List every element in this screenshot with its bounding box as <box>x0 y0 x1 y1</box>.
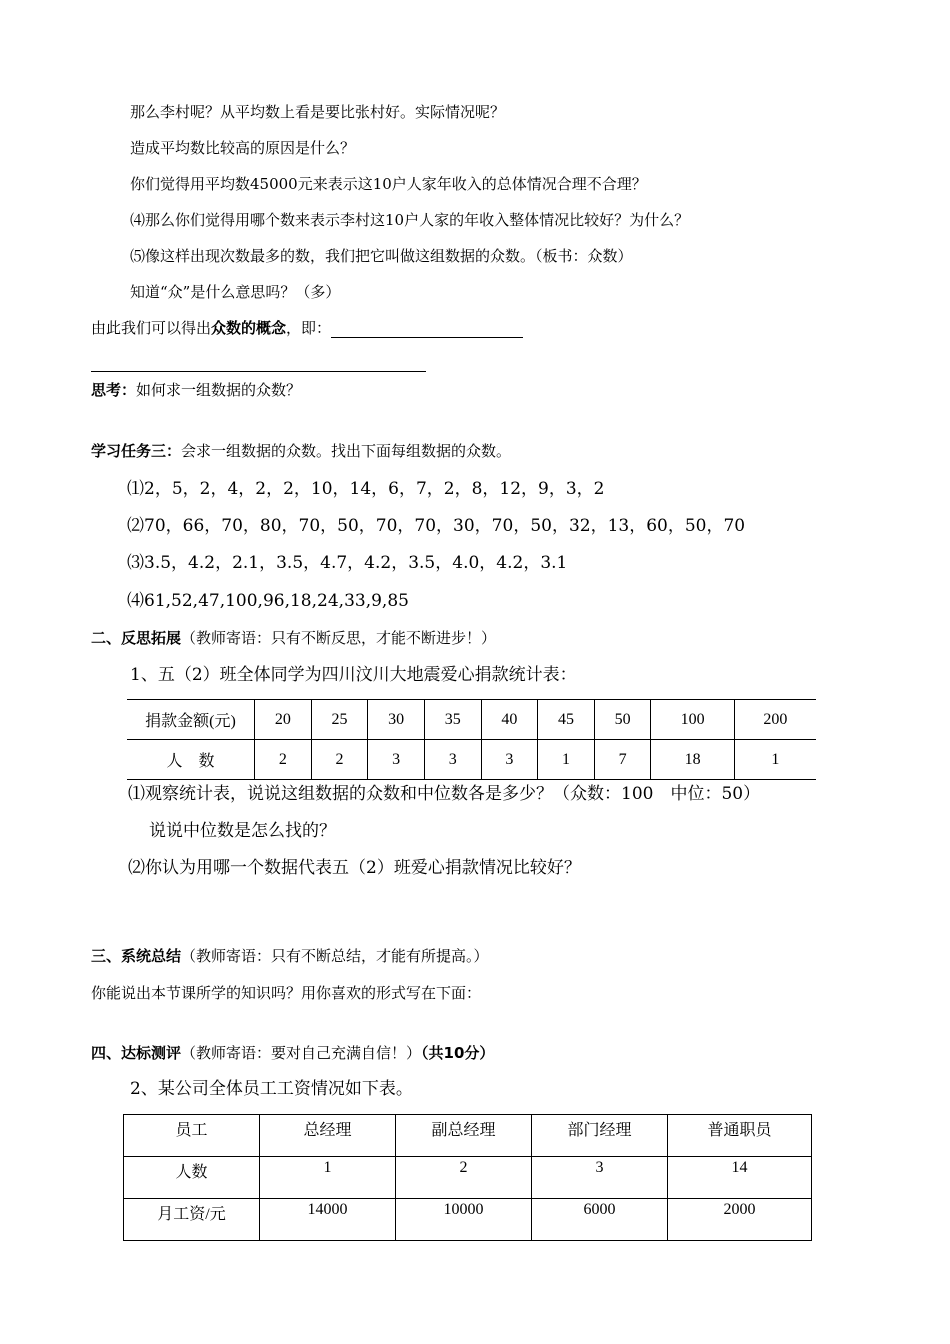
section2-sub-1: ⑴观察统计表，说说这组数据的众数和中位数各是多少？（众数：100 中位：50） <box>128 784 761 804</box>
intro-line-4: ⑷那么你们觉得用哪个数来表示李村这10户人家的年收入整体情况比较好？为什么？ <box>130 211 690 229</box>
table-header-cell: 部门经理 <box>532 1115 668 1157</box>
table-cell: 45 <box>538 700 595 740</box>
task3-text: 会求一组数据的众数。找出下面每组数据的众数。 <box>181 442 512 460</box>
intro-line-5: ⑸像这样出现次数最多的数，我们把它叫做这组数据的众数。（板书：众数） <box>130 247 633 265</box>
section4-question-2: 2、某公司全体员工工资情况如下表。 <box>130 1079 413 1099</box>
table-header-cell: 普通职员 <box>668 1115 812 1157</box>
section4-heading <box>91 1043 494 1063</box>
table-cell: 2 <box>396 1157 532 1199</box>
section3-note: （教师寄语：只有不断总结，才能有所提高。） <box>181 947 489 965</box>
table-cell: 18 <box>651 740 734 780</box>
concept-blank-continuation[interactable] <box>91 371 426 372</box>
table-row <box>127 700 816 740</box>
task3-item-4: ⑷61,52,47,100,96,18,24,33,9,85 <box>127 591 409 611</box>
table-cell: 1 <box>260 1157 396 1199</box>
table-cell: 14000 <box>260 1199 396 1241</box>
intro-line-1: 那么李村呢？从平均数上看是要比张村好。实际情况呢？ <box>130 103 506 121</box>
table-cell: 7 <box>594 740 651 780</box>
table-row <box>127 740 816 780</box>
table-cell: 人数 <box>124 1157 260 1199</box>
concept-prefix: 由此我们可以得出 <box>91 319 212 337</box>
table-cell: 1 <box>734 740 816 780</box>
table-cell: 3 <box>424 740 481 780</box>
table-row <box>124 1199 812 1241</box>
section2-sub-2: ⑵你认为用哪一个数据代表五（2）班爱心捐款情况比较好？ <box>128 858 581 878</box>
task3-item-3: ⑶3.5，4.2，2.1，3.5，4.7，4.2，3.5，4.0，4.2，3.1 <box>127 553 568 573</box>
think-line <box>91 380 301 400</box>
salary-table <box>123 1114 812 1241</box>
table-cell: 30 <box>368 700 425 740</box>
table-header-cell: 人 数 <box>127 740 255 780</box>
task3-item-2: ⑵70，66，70，80，70，50，70，70，30，70，50，32，13，60，50，70 <box>127 516 746 536</box>
table-header-cell: 捐款金额(元) <box>127 700 255 740</box>
table-cell: 20 <box>255 700 312 740</box>
table-cell: 3 <box>368 740 425 780</box>
think-text: 如何求一组数据的众数？ <box>136 381 302 399</box>
table-header-cell: 员工 <box>124 1115 260 1157</box>
table-cell: 6000 <box>532 1199 668 1241</box>
section2-question-1: 1、五（2）班全体同学为四川汶川大地震爱心捐款统计表： <box>130 665 577 685</box>
concept-blank[interactable] <box>331 320 523 338</box>
table-row <box>124 1157 812 1199</box>
concept-bold: 众数的概念 <box>211 319 287 337</box>
table-cell: 2 <box>255 740 312 780</box>
think-label: 思考： <box>91 381 137 399</box>
section3-heading <box>91 946 489 966</box>
task3-line <box>91 441 511 461</box>
donation-table <box>127 699 816 780</box>
concept-suffix: ，即： <box>286 319 332 337</box>
table-cell: 40 <box>481 700 538 740</box>
section3-title: 三、系统总结 <box>91 947 182 965</box>
table-cell: 3 <box>532 1157 668 1199</box>
intro-line-6: 知道“众”是什么意思吗？（多） <box>130 283 341 301</box>
table-cell: 2000 <box>668 1199 812 1241</box>
table-cell: 14 <box>668 1157 812 1199</box>
section2-note: （教师寄语：只有不断反思，才能不断进步！） <box>181 629 497 647</box>
table-cell: 35 <box>424 700 481 740</box>
table-cell: 100 <box>651 700 734 740</box>
section4-note: （教师寄语：要对自己充满自信！） <box>181 1044 422 1062</box>
intro-line-3: 你们觉得用平均数45000元来表示这10户人家年收入的总体情况合理不合理？ <box>130 175 647 193</box>
section4-score: （共10分） <box>421 1044 495 1062</box>
table-cell: 50 <box>594 700 651 740</box>
section2-title: 二、反思拓展 <box>91 629 182 647</box>
table-header-cell: 副总经理 <box>396 1115 532 1157</box>
table-cell: 2 <box>311 740 368 780</box>
section3-text: 你能说出本节课所学的知识吗？用你喜欢的形式写在下面： <box>91 984 482 1002</box>
section2-sub-1b: 说说中位数是怎么找的？ <box>149 821 336 841</box>
concept-line <box>91 318 523 338</box>
section2-heading <box>91 628 496 648</box>
section4-title: 四、达标测评 <box>91 1044 182 1062</box>
task3-label: 学习任务三： <box>91 442 182 460</box>
table-row <box>124 1115 812 1157</box>
table-cell: 25 <box>311 700 368 740</box>
table-cell: 200 <box>734 700 816 740</box>
table-cell: 10000 <box>396 1199 532 1241</box>
intro-line-2: 造成平均数比较高的原因是什么？ <box>130 139 356 157</box>
table-cell: 月工资/元 <box>124 1199 260 1241</box>
table-header-cell: 总经理 <box>260 1115 396 1157</box>
task3-item-1: ⑴2，5，2，4，2，2，10，14，6，7，2，8，12，9，3，2 <box>127 479 605 499</box>
table-cell: 3 <box>481 740 538 780</box>
table-cell: 1 <box>538 740 595 780</box>
